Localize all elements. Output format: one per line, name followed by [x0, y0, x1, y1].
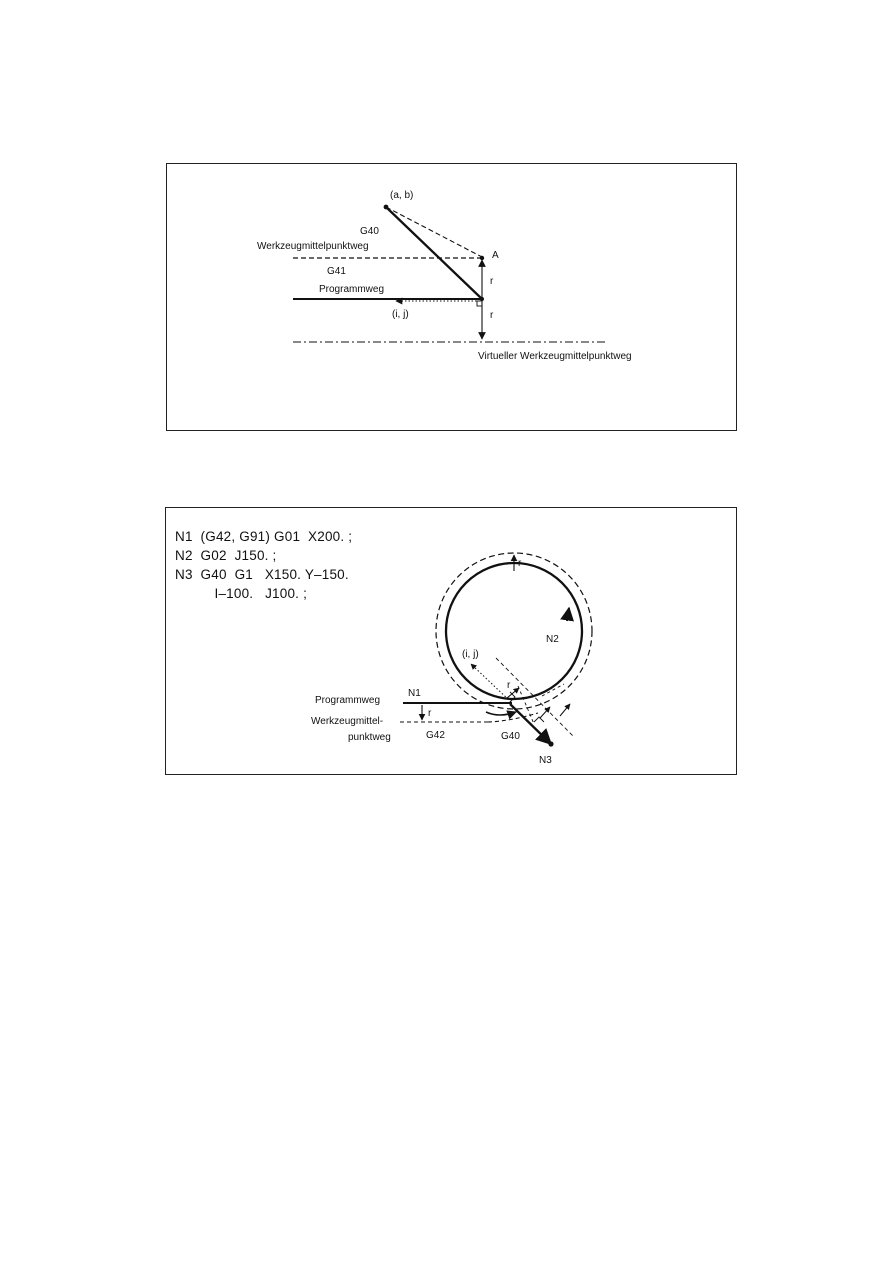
- figure-2-diagram: [166, 508, 738, 776]
- right-angle-marker-2: [534, 717, 544, 722]
- figure-2-panel: [165, 507, 737, 775]
- tool-center-path-label: Werkzeugmittelpunktweg: [257, 241, 369, 252]
- end-point-dot: [548, 741, 553, 746]
- program-line-2: N2 G02 J150. ;: [175, 548, 277, 563]
- figure-1-panel: [166, 163, 737, 431]
- block-n1-label: N1: [408, 688, 421, 699]
- start-point-dot: [384, 205, 389, 210]
- program-circle: [446, 563, 582, 699]
- start-point-label: (a, b): [390, 190, 414, 201]
- block-n2-label: N2: [546, 634, 559, 645]
- radius-arrow-right-1: [540, 707, 550, 718]
- corner-point-dot: [480, 297, 484, 301]
- program-path-label: Programmweg: [315, 695, 381, 706]
- ij-vector-arrow: [471, 664, 511, 702]
- radius-upper-label: r: [490, 276, 494, 287]
- program-path-label: Programmweg: [319, 284, 385, 295]
- program-line-4: I–100. J100. ;: [175, 586, 308, 601]
- point-a-label: A: [492, 250, 499, 261]
- start-to-a-dashed-line: [386, 207, 482, 257]
- radius-arrow-right-2: [560, 704, 570, 716]
- point-a-dot: [480, 256, 484, 260]
- ij-vector-label: (i, j): [462, 649, 479, 660]
- cancel-move-line: [386, 207, 482, 299]
- tool-center-path-label-2: punktweg: [348, 732, 391, 743]
- program-line-3: N3 G40 G1 X150. Y–150.: [175, 567, 349, 582]
- virtual-tool-center-path-label: Virtueller Werkzeugmittelpunktweg: [478, 351, 632, 362]
- ij-vector-label: (i, j): [392, 309, 409, 320]
- arc-direction-arrow-n2: [567, 608, 569, 621]
- block-n3-label: N3: [539, 755, 552, 766]
- cancel-code-label: G40: [360, 226, 379, 237]
- arc-direction-arrow-bottom: [486, 712, 516, 715]
- radius-lower-label: r: [490, 310, 494, 321]
- radius-top-label: r: [518, 558, 522, 569]
- tool-center-circle: [436, 553, 592, 709]
- cancel-code-label: G40: [501, 731, 520, 742]
- comp-right-code-label: G42: [426, 730, 445, 741]
- right-angle-marker: [477, 301, 482, 306]
- tool-center-path-label-1: Werkzeugmittel-: [311, 716, 384, 727]
- comp-left-code-label: G41: [327, 266, 346, 277]
- program-line-1: N1 (G42, G91) G01 X200. ;: [175, 529, 353, 544]
- figure-1-diagram: [167, 164, 738, 432]
- radius-mid-label: r: [507, 680, 511, 691]
- radius-left-label: r: [428, 708, 432, 719]
